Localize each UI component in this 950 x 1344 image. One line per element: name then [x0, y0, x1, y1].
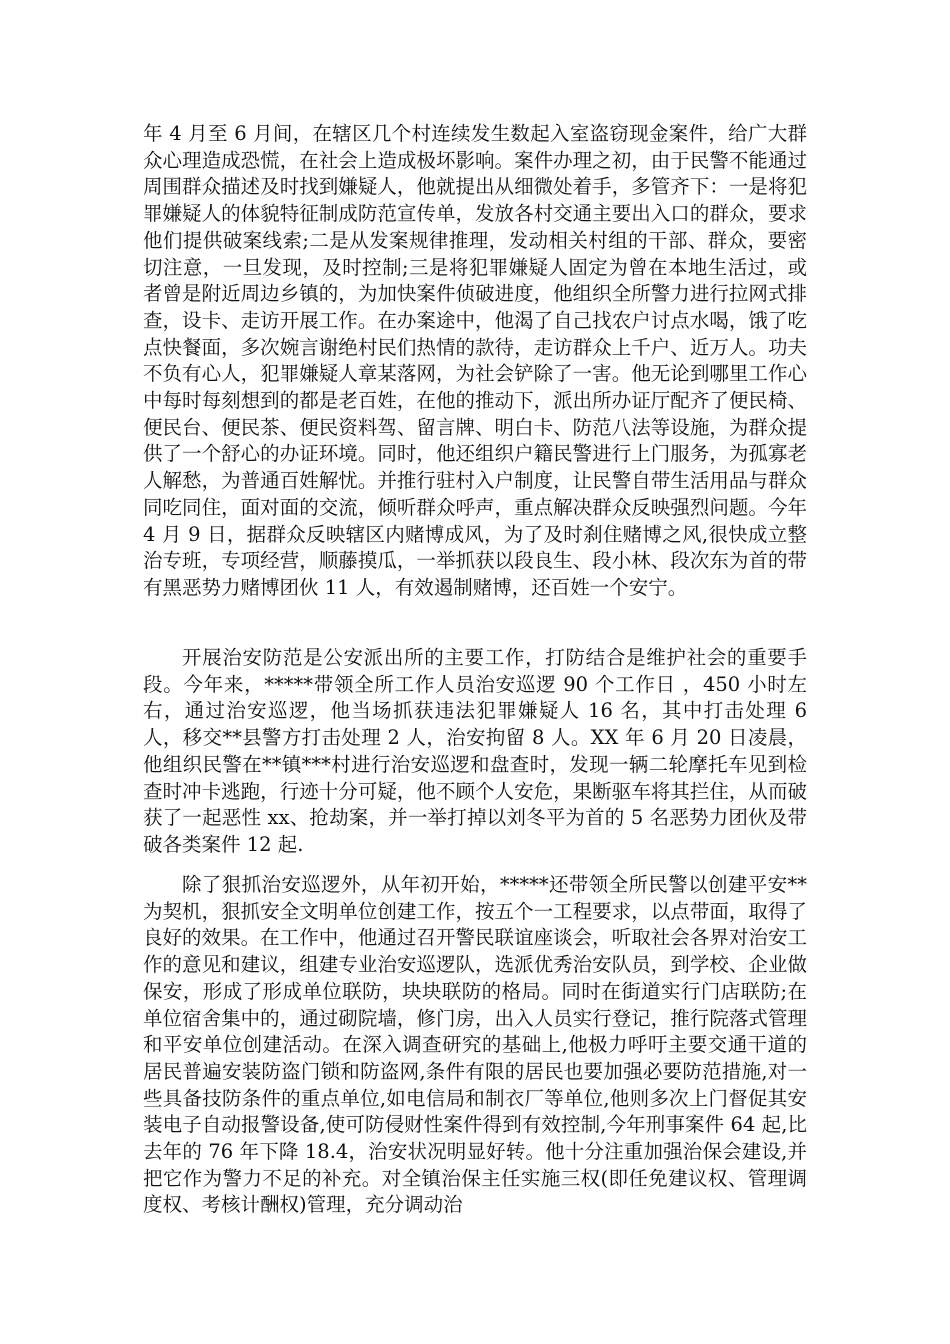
paragraph-1: 年 4 月至 6 月间，在辖区几个村连续发生数起入室盗窃现金案件，给广大群众心理造成恐慌，在社会上造成极坏影响。案件办理之初，由于民警不能通过周围群众描述及时找到嫌疑人，他就提出从细微处着手，多管齐下：一是将犯罪嫌疑人的体貌特征制成防范宣传单，发放各村交通主要出入口的群众，要求他们提供破案线索;二是从发案规律推理，发动相关村组的干部、群众，要密切注意，一旦发现，及时控制;三是将犯罪嫌疑人固定为曾在本地生活过，或者曾是附近周边乡镇的，为加快案件侦破进度，他组织全所警力进行拉网式排查，设卡、走访开展工作。在办案途中，他渴了自己找农户讨点水喝，饿了吃点快餐面，多次婉言谢绝村民们热情的款待，走访群众上千户、近万人。功夫不负有心人，犯罪嫌疑人章某落网，为社会铲除了一害。他无论到哪里工作心中每时每刻想到的都是老百姓，在他的推动下，派出所办证厅配齐了便民椅、便民台、便民茶、便民资料驾、留言牌、明白卡、防范八法等设施，为群众提供了一个舒心的办证环境。同时，他还组织户籍民警进行上门服务，为孤寡老人解愁，为普通百姓解忧。并推行驻村入户制度，让民警自带生活用品与群众同吃同住，面对面的交流，倾听群众呼声，重点解决群众反映强烈问题。今年 4 月 9 日，据群众反映辖区内赌博成风，为了及时刹住赌博之风,很快成立整治专班，专项经营，顺藤摸瓜，一举抓获以段良生、段小林、段次东为首的带有黑恶势力赌博团伙 11 人，有效遏制赌博，还百姓一个安宁。	[143, 122, 807, 599]
paragraph-2: 开展治安防范是公安派出所的主要工作，打防结合是维护社会的重要手段。今年来，*****带领全所工作人员治安巡逻 90 个工作日 ，450 小时左右，通过治安巡逻，他当场抓获违法犯罪嫌疑人 16 名，其中打击处理 6 人，移交**县警方打击处理 2 人，治安拘留 8 人。XX 年 6 月 20 日凌晨，他组织民警在**镇***村进行治安巡逻和盘查时，发现一辆二轮摩托车见到检查时冲卡逃跑，行迹十分可疑，他不顾个人安危，果断驱车将其拦住，从而破 获了一起恶性 xx、抢劫案，并一举打掉以刘冬平为首的 5 名恶势力团伙及带破各类案件 12 起.	[143, 646, 807, 856]
paragraph-3: 除了狠抓治安巡逻外，从年初开始，*****还带领全所民警以创建平安**为契机，狠抓安全文明单位创建工作，按五个一工程要求，以点带面，取得了良好的效果。在工作中，他通过召开警民联谊座谈会，听取社会各界对治安工作的意见和建议，组建专业治安巡逻队，选派优秀治安队员，到学校、企业做保安，形成了形成单位联防，块块联防的格局。同时在街道实行门店联防;在单位宿舍集中的，通过砌院墙，修门房，出入人员实行登记，推行院落式管理和平安单位创建活动。在深入调查研究的基础上,他极力呼吁主要交通干道的居民普遍安装防盗门锁和防盗网,条件有限的居民也要加强必要防范措施,对一些具备技防条件的重点单位,如电信局和制衣厂等单位,他则多次上门督促其安装电子自动报警设备,使可防侵财性案件得到有效控制,今年刑事案件 64 起,比去年的 76 年下降 18.4，治安状况明显好转。他十分注重加强治保会建设,并把它作为警力不足的补充。对全镇治保主任实施三权(即任免建议权、管理调度权、考核计酬权)管理，充分调动治	[143, 873, 807, 1217]
